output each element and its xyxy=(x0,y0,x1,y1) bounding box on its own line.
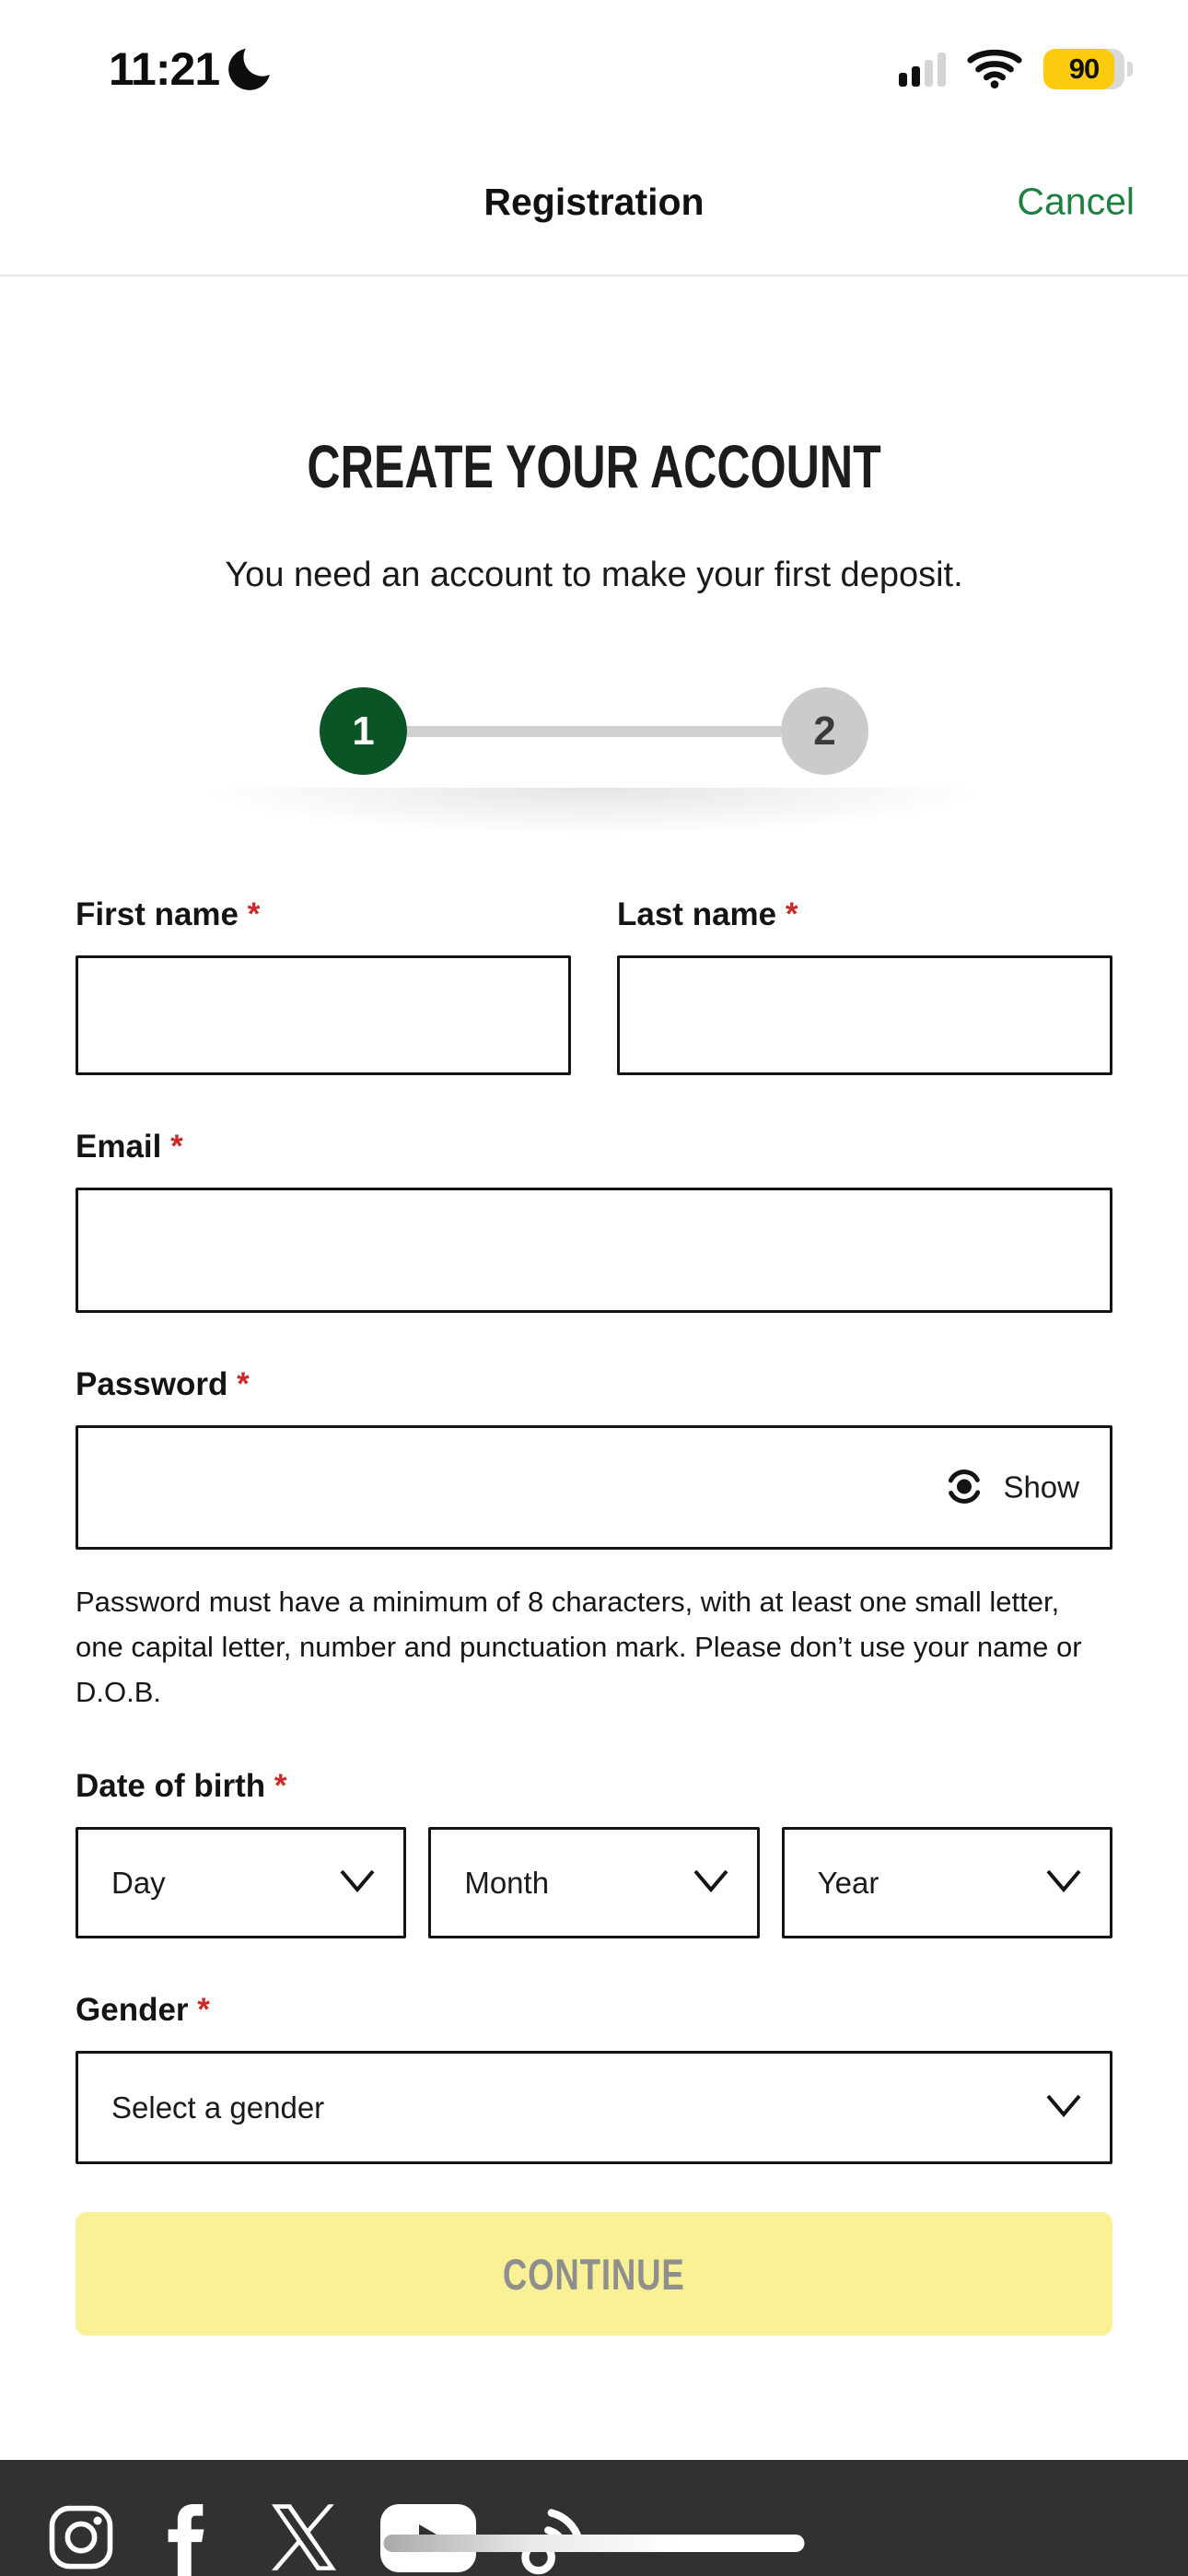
section-shadow xyxy=(0,788,1188,854)
chevron-down-icon xyxy=(693,1868,729,1897)
required-asterisk: * xyxy=(785,896,798,932)
required-asterisk: * xyxy=(247,896,261,932)
show-password-button[interactable] xyxy=(942,1464,1079,1511)
eye-icon xyxy=(942,1464,986,1511)
dob-month-value: Month xyxy=(464,1865,550,1900)
nav-header xyxy=(0,129,1188,276)
email-label: Email * xyxy=(76,1129,183,1165)
first-name-input[interactable] xyxy=(76,955,571,1075)
wifi-icon xyxy=(966,46,1023,93)
hero-subtitle: You need an account to make your first deposit. xyxy=(225,556,963,594)
last-name-input[interactable] xyxy=(617,955,1112,1075)
registration-form xyxy=(0,854,1188,2336)
dob-label: Date of birth * xyxy=(76,1768,287,1804)
chevron-down-icon xyxy=(1045,2093,1082,2122)
cancel-button[interactable]: Cancel xyxy=(1017,180,1135,223)
required-asterisk: * xyxy=(170,1129,183,1165)
gender-select[interactable] xyxy=(76,2051,1112,2164)
battery-percent: 90 xyxy=(1068,53,1100,85)
status-bar xyxy=(0,0,1188,129)
continue-button[interactable]: CONTINUE xyxy=(76,2212,1112,2336)
gender-value: Select a gender xyxy=(111,2090,325,2125)
chevron-down-icon xyxy=(339,1868,376,1897)
password-hint: Password must have a minimum of 8 characters, with at least one small letter, one capital letter, number and punctuation mark. Please don’t use your name or D.O.B. xyxy=(76,1586,1082,1708)
step-2-badge: 2 xyxy=(781,687,868,775)
gender-label: Gender * xyxy=(76,1992,210,2028)
last-name-label: Last name * xyxy=(617,896,798,932)
page-title: Registration xyxy=(483,180,705,223)
dob-year-value: Year xyxy=(817,1865,879,1900)
required-asterisk: * xyxy=(274,1768,287,1804)
battery-indicator xyxy=(1043,49,1133,89)
step-connector xyxy=(407,726,781,737)
step-1-badge: 1 xyxy=(320,687,407,775)
step-indicator xyxy=(320,687,868,775)
required-asterisk: * xyxy=(237,1366,250,1402)
facebook-icon[interactable] xyxy=(165,2504,207,2576)
required-asterisk: * xyxy=(197,1992,210,2028)
dob-day-select[interactable] xyxy=(76,1827,406,1938)
password-label: Password * xyxy=(76,1366,250,1402)
hero-section xyxy=(0,276,1188,775)
dob-day-value: Day xyxy=(111,1865,166,1900)
footer-bar xyxy=(0,2460,1188,2576)
instagram-icon[interactable] xyxy=(48,2504,114,2573)
email-input[interactable] xyxy=(76,1188,1112,1313)
dob-month-select[interactable] xyxy=(428,1827,759,1938)
hero-title: CREATE YOUR ACCOUNT xyxy=(307,432,881,500)
chevron-down-icon xyxy=(1045,1868,1082,1897)
dob-year-select[interactable] xyxy=(782,1827,1112,1938)
first-name-label: First name * xyxy=(76,896,261,932)
x-icon[interactable] xyxy=(272,2504,336,2573)
clock-label: 11:21 xyxy=(109,43,220,95)
moon-icon xyxy=(227,43,274,96)
battery-cap xyxy=(1127,62,1133,76)
show-label: Show xyxy=(1003,1469,1079,1505)
cellular-signal-icon xyxy=(899,52,946,87)
home-indicator[interactable] xyxy=(384,2535,805,2552)
